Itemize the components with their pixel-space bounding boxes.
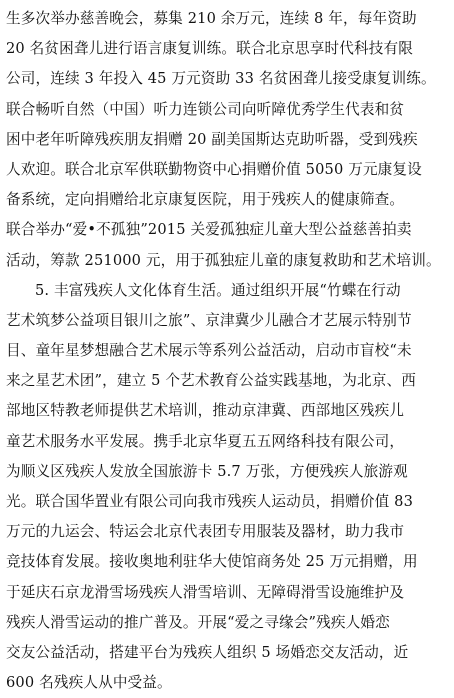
text-line: 万元的九运会、特运会北京代表团专用服装及器材，助力我市 [6,523,405,541]
paragraph-start-line: 5. 丰富残疾人文化体育生活。通过组织开展“竹蝶在行动 [35,281,401,299]
text-line: 生多次举办慈善晚会，募集 210 余万元，连续 8 年，每年资助 [6,10,417,27]
text-line: 人欢迎。联合北京军供联勤物资中心捐赠价值 5050 万元康复设 [6,160,422,178]
text-line: 联合畅听自然（中国）听力连锁公司向听障优秀学生代表和贫 [6,100,405,118]
text-line: 公司，连续 3 年投入 45 万元资助 33 名贫困聋儿接受康复训练。 [6,70,436,88]
text-line: 艺术筑梦公益项目银川之旅”、京津冀少儿融合才艺展示特别节 [6,311,412,329]
text-line: 备系统，定向捐赠给北京康复医院，用于残疾人的健康筛查。 [6,191,405,209]
text-line: 部地区特教老师提供艺术培训，推动京津冀、西部地区残疾儿 [6,402,405,420]
text-line: 竞技体育发展。接收奥地利驻华大使馆商务处 25 万元捐赠，用 [6,553,418,571]
text-line: 活动，筹款 251000 元，用于孤独症儿童的康复救助和艺术培训。 [6,251,441,269]
text-line: 600 名残疾人从中受益。 [6,674,172,692]
text-line: 来之星艺术团”，建立 5 个艺术教育公益实践基地，为北京、西 [6,372,416,390]
text-line: 目、童年星梦想融合艺术展示等系列公益活动，启动市盲校“未 [6,342,412,360]
text-line: 为顺义区残疾人发放全国旅游卡 5.7 万张，方便残疾人旅游观 [6,462,408,480]
text-line: 困中老年听障残疾朋友捐赠 20 副美国斯达克助听器，受到残疾 [6,130,418,148]
text-line: 交友公益活动，搭建平台为残疾人组织 5 场婚恋交友活动，近 [6,643,409,661]
text-line: 于延庆石京龙滑雪场残疾人滑雪培训、无障碍滑雪设施维护及 [6,583,405,601]
text-line: 20 名贫困聋儿进行语言康复训练。联合北京思享时代科技有限 [6,40,413,58]
text-line: 联合举办“爱•不孤独”2015 关爱孤独症儿童大型公益慈善拍卖 [6,221,412,239]
text-line: 童艺术服务水平发展。携手北京华夏五五网络科技有限公司， [6,432,405,450]
text-line: 残疾人滑雪运动的推广普及。开展“爱之寻缘会”残疾人婚恋 [6,613,390,631]
text-line: 光。联合国华置业有限公司向我市残疾人运动员，捐赠价值 83 [6,493,413,510]
